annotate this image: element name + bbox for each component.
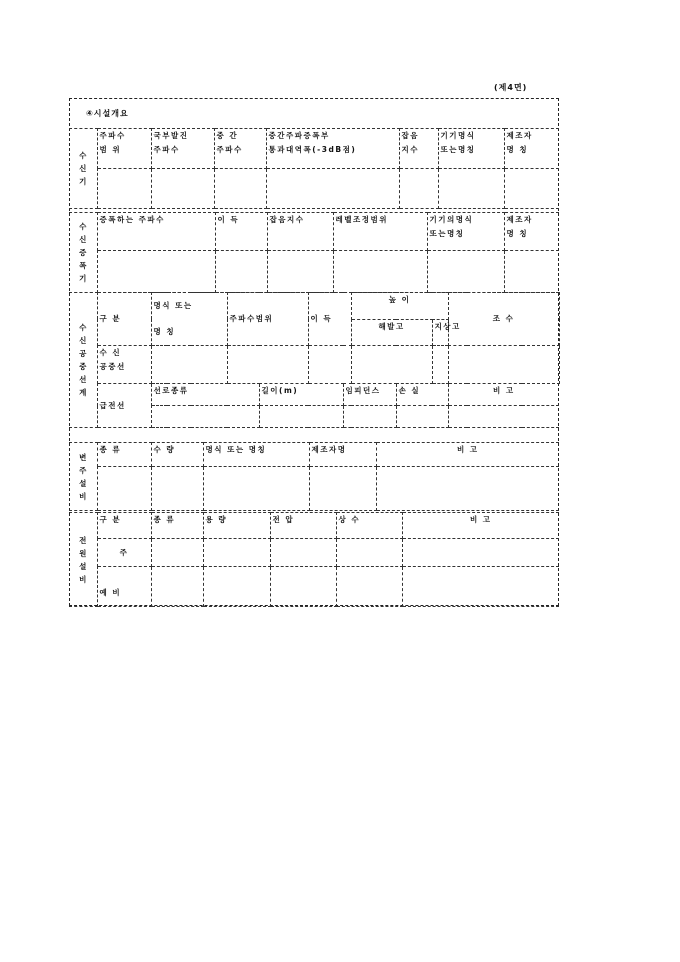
amplifier-cell[interactable] — [333, 251, 427, 293]
antenna-table — [69, 292, 559, 428]
amplifier-cell[interactable] — [504, 251, 559, 293]
amplifier-table — [69, 212, 559, 293]
amplifier-cell[interactable] — [427, 251, 504, 293]
receiver-side-label: 수 신 기 — [69, 129, 97, 209]
feeder-header-impedance: 임피던스 — [343, 384, 396, 406]
feeder-cell[interactable] — [343, 406, 396, 428]
antenna-cell[interactable] — [151, 346, 227, 384]
modulation-header-quantity: 수 량 — [151, 443, 203, 467]
power-cell[interactable] — [151, 539, 203, 567]
antenna-header-gain: 이 득 — [308, 293, 351, 346]
receiver-header-noise: 잡음 지수 — [399, 129, 438, 169]
power-row-main: 주 — [97, 539, 151, 567]
feeder-cell[interactable] — [396, 406, 448, 428]
power-row-backup: 예 비 — [97, 567, 151, 607]
receiver-table — [69, 128, 559, 209]
antenna-rx-label: 수 신 공중선 — [97, 346, 151, 384]
feeder-header-remarks: 비 고 — [448, 384, 559, 406]
power-header-voltage: 전 압 — [270, 513, 336, 539]
feeder-cell[interactable] — [151, 406, 259, 428]
amplifier-side-label: 수 신 증 폭 기 — [69, 213, 97, 293]
receiver-cell[interactable] — [438, 169, 504, 209]
antenna-side-label: 수 신 공 중 선 계 — [69, 293, 97, 428]
power-table — [69, 512, 559, 607]
antenna-cell[interactable] — [432, 346, 448, 384]
modulation-cell[interactable] — [151, 467, 203, 511]
modulation-cell[interactable] — [203, 467, 309, 511]
receiver-cell[interactable] — [214, 169, 266, 209]
antenna-header-above-sea: 해발고 — [351, 319, 432, 346]
receiver-header-if-bandwidth: 중간주파증폭부 통과대역폭(-3dB점) — [266, 129, 399, 169]
form-number: (제4면) — [494, 83, 528, 92]
amplifier-header-gain: 이 득 — [215, 213, 267, 251]
modulation-header-remarks: 비 고 — [376, 443, 559, 467]
power-cell[interactable] — [203, 567, 270, 607]
power-header-type: 종 류 — [151, 513, 203, 539]
power-cell[interactable] — [151, 567, 203, 607]
power-cell[interactable] — [336, 567, 402, 607]
receiver-header-intermediate: 중 간 주파수 — [214, 129, 266, 169]
antenna-cell[interactable] — [308, 346, 351, 384]
feeder-cell[interactable] — [259, 406, 343, 428]
feeder-header-loss: 손 실 — [396, 384, 448, 406]
modulation-table — [69, 442, 559, 511]
receiver-header-local-osc: 국부발진 주파수 — [151, 129, 214, 169]
modulation-header-type: 종 류 — [97, 443, 151, 467]
amplifier-header-model: 기기의명식 또는명칭 — [427, 213, 504, 251]
receiver-cell[interactable] — [97, 169, 151, 209]
receiver-cell[interactable] — [504, 169, 559, 209]
modulation-header-model: 명식 또는 명칭 — [203, 443, 309, 467]
facility-overview-title: ④시설개요 — [86, 109, 129, 118]
power-header-phase: 상 수 — [336, 513, 402, 539]
power-header-division: 구 분 — [97, 513, 151, 539]
power-header-capacity: 용 량 — [203, 513, 270, 539]
power-cell[interactable] — [270, 539, 336, 567]
antenna-header-count: 조 수 — [448, 293, 559, 346]
antenna-header-division: 구 분 — [97, 293, 151, 346]
antenna-cell[interactable] — [227, 346, 308, 384]
modulation-cell[interactable] — [97, 467, 151, 511]
receiver-cell[interactable] — [266, 169, 399, 209]
antenna-header-freq-range: 주파수범위 — [227, 293, 308, 346]
antenna-cell[interactable] — [351, 346, 432, 384]
feeder-header-line-type: 선로종류 — [151, 384, 259, 406]
receiver-header-freq-range: 주파수 범 위 — [97, 129, 151, 169]
amplifier-cell[interactable] — [97, 251, 215, 293]
modulation-header-maker: 제조자명 — [309, 443, 376, 467]
receiver-header-model: 기기명식 또는명칭 — [438, 129, 504, 169]
power-cell[interactable] — [402, 567, 559, 607]
antenna-cell[interactable] — [448, 346, 559, 384]
antenna-header-height: 높 이 — [351, 293, 448, 320]
power-cell[interactable] — [203, 539, 270, 567]
power-cell[interactable] — [336, 539, 402, 567]
feeder-header-length: 길이(m) — [259, 384, 343, 406]
antenna-feeder-label: 급전선 — [97, 384, 151, 428]
power-header-remarks: 비 고 — [402, 513, 559, 539]
amplifier-header-noise: 잡음지수 — [267, 213, 333, 251]
feeder-cell[interactable] — [448, 406, 559, 428]
amplifier-cell[interactable] — [215, 251, 267, 293]
receiver-cell[interactable] — [399, 169, 438, 209]
receiver-header-maker: 제조자 명 칭 — [504, 129, 559, 169]
modulation-cell[interactable] — [376, 467, 559, 511]
receiver-cell[interactable] — [151, 169, 214, 209]
modulation-side-label: 변 주 설 비 — [69, 443, 97, 511]
power-cell[interactable] — [402, 539, 559, 567]
amplifier-header-freq: 증폭하는 주파수 — [97, 213, 215, 251]
modulation-cell[interactable] — [309, 467, 376, 511]
antenna-header-model: 명식 또는 명 칭 — [151, 293, 227, 346]
power-side-label: 전 원 설 비 — [69, 513, 97, 607]
antenna-header-above-ground: 지상고 — [432, 319, 448, 346]
amplifier-header-maker: 제조자 명 칭 — [504, 213, 559, 251]
power-cell[interactable] — [270, 567, 336, 607]
amplifier-header-level: 레벨조정범위 — [333, 213, 427, 251]
amplifier-cell[interactable] — [267, 251, 333, 293]
